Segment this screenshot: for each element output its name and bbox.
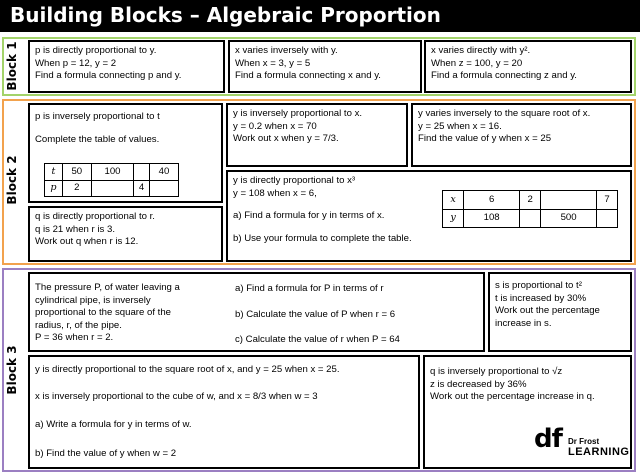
- q2e-line2: y = 108 when x = 6,: [233, 187, 317, 199]
- table-cell: 7: [597, 191, 618, 210]
- q1a-line2: When p = 12, y = 2: [35, 57, 117, 69]
- table-cell: 2: [520, 191, 541, 210]
- table-cell: 40: [149, 164, 178, 181]
- table-cell: 50: [62, 164, 91, 181]
- q3b-line4: increase in s.: [495, 317, 552, 329]
- q2a-table: [44, 163, 179, 197]
- table-cell: 100: [91, 164, 133, 181]
- block-1-label: Block 1: [5, 41, 19, 91]
- dr-frost-logo: [534, 424, 630, 461]
- block-3-label: Block 3: [5, 345, 19, 395]
- q3a-left-line5: P = 36 when r = 2.: [35, 332, 114, 343]
- question-2c: [411, 103, 632, 167]
- q2d-line1: q is directly proportional to r.: [35, 211, 155, 222]
- q3b-line2: t is increased by 30%: [495, 292, 587, 304]
- table-cell: t: [45, 164, 63, 181]
- q1a-line3: Find a formula connecting p and y.: [35, 70, 182, 81]
- question-1a: [28, 40, 225, 93]
- table-cell: p: [45, 180, 63, 197]
- q3a-left-line2: cylindrical pipe, is inversely: [35, 294, 151, 306]
- q1c-line3: Find a formula connecting z and y.: [431, 70, 577, 81]
- table-cell: x: [443, 191, 464, 210]
- table-cell: 108: [464, 209, 520, 228]
- q3c-line3: a) Write a formula for y in terms of w.: [35, 419, 192, 430]
- q3b-line3: Work out the percentage: [495, 305, 600, 316]
- question-3d: [423, 355, 632, 469]
- q2c-line1: y varies inversely to the square root of x.: [418, 108, 591, 119]
- question-2e: [226, 170, 632, 262]
- q3d-line1: q is inversely proportional to √z: [430, 366, 563, 377]
- table-cell: 500: [541, 209, 597, 228]
- table-row: [443, 191, 618, 210]
- q1c-line1: x varies directly with y².: [431, 45, 531, 56]
- question-1c: [424, 40, 632, 93]
- table-cell: 4: [134, 180, 150, 197]
- question-2d: [28, 206, 223, 262]
- table-cell: [91, 180, 133, 197]
- q2e-line1: y is directly proportional to x³: [233, 175, 356, 186]
- q2d-line3: Work out q when r is 12.: [35, 236, 139, 247]
- table-cell: [149, 180, 178, 197]
- q2c-line2: y = 25 when x = 16.: [418, 120, 502, 132]
- table-cell: y: [443, 209, 464, 228]
- logo-line1: Dr Frost: [568, 437, 600, 446]
- q2a-line1: p is inversely proportional to t: [35, 111, 160, 122]
- q3d-line3: Work out the percentage increase in q.: [430, 391, 595, 402]
- q1b-line2: When x = 3, y = 5: [235, 57, 311, 69]
- q3a-part-a: a) Find a formula for P in terms of r: [235, 283, 384, 294]
- q2b-line2: y = 0.2 when x = 70: [233, 120, 317, 132]
- title-bar: [0, 0, 640, 32]
- q2a-line2: Complete the table of values.: [35, 133, 160, 145]
- logo-line2: LEARNING: [568, 446, 630, 458]
- q2e-line4: b) Use your formula to complete the table.: [233, 232, 412, 244]
- q3a-left-line1: The pressure P, of water leaving a: [35, 282, 180, 293]
- table-cell: [597, 209, 618, 228]
- table-cell: [134, 164, 150, 181]
- q2b-line3: Work out x when y = 7/3.: [233, 133, 339, 144]
- question-2b: [226, 103, 408, 167]
- q2e-line3: a) Find a formula for y in terms of x.: [233, 210, 385, 221]
- table-cell: [520, 209, 541, 228]
- block-2-label: Block 2: [5, 155, 19, 205]
- table-row: [45, 164, 179, 181]
- q1a-line1: p is directly proportional to y.: [35, 45, 157, 56]
- q3a-left-line4: radius, r, of the pipe.: [35, 319, 122, 331]
- q3d-line2: z is decreased by 36%: [430, 378, 527, 390]
- table-row: [45, 180, 179, 197]
- question-3c: [28, 355, 420, 469]
- q3a-part-c: c) Calculate the value of r when P = 64: [235, 334, 400, 345]
- q3b-line1: s is proportional to t²: [495, 280, 582, 291]
- q2e-table: [442, 190, 618, 228]
- page-title: Building Blocks – Algebraic Proportion: [10, 3, 441, 27]
- question-3a: [28, 272, 485, 352]
- table-cell: 2: [62, 180, 91, 197]
- q3a-part-b: b) Calculate the value of P when r = 6: [235, 308, 396, 320]
- q3a-parts: [235, 283, 400, 347]
- logo-mark: df: [534, 424, 562, 454]
- question-3b: [488, 272, 632, 352]
- table-cell: [541, 191, 597, 210]
- q3c-line1: y is directly proportional to the square root of x, and y = 25 when x = 25.: [35, 364, 340, 375]
- q3a-left-line3: proportional to the square of the: [35, 307, 172, 318]
- q1b-line3: Find a formula connecting x and y.: [235, 70, 381, 81]
- q2b-line1: y is inversely proportional to x.: [233, 108, 363, 119]
- table-row: [443, 209, 618, 228]
- question-2a: [28, 103, 223, 203]
- q2c-line3: Find the value of y when x = 25: [418, 133, 552, 144]
- q2d-line2: q is 21 when r is 3.: [35, 223, 115, 235]
- table-cell: 6: [464, 191, 520, 210]
- q1c-line2: When z = 100, y = 20: [431, 57, 523, 69]
- q1b-line1: x varies inversely with y.: [235, 45, 338, 56]
- q3a-context: [35, 282, 180, 345]
- q3c-line4: b) Find the value of y when w = 2: [35, 447, 177, 459]
- question-1b: [228, 40, 422, 93]
- q3c-line2: x is inversely proportional to the cube of w, and x = 8/3 when w = 3: [35, 390, 318, 402]
